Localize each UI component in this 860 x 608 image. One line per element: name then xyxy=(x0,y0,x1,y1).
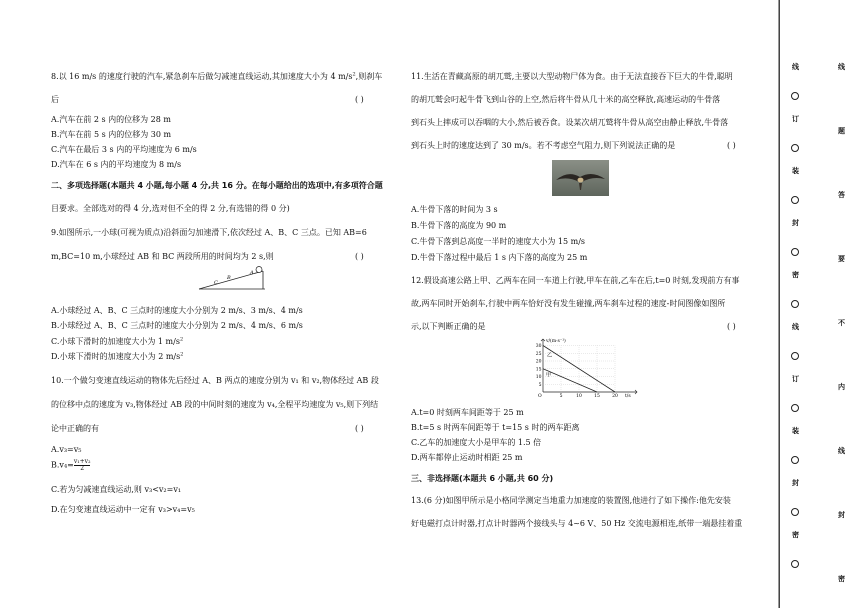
x-tick: 20 xyxy=(612,394,618,398)
q10-answer-paren: ( ) xyxy=(355,424,364,433)
q12-vt-graph xyxy=(529,336,641,398)
vulture-photo xyxy=(552,160,609,196)
point-b-label: B xyxy=(227,275,231,281)
q12-stem-line2: 故,两车同时开始刹车,行驶中两车恰好没有发生碰撞,两车刹车过程的速度-时间图像如图所 xyxy=(411,299,726,308)
q10-option-d: D.在匀变速直线运动中一定有 v₃>v₄=v₅ xyxy=(51,505,195,514)
point-c-label: C xyxy=(214,280,218,286)
q9-option-b: B.小球经过 A、B、C 三点时的速度大小分别为 2 m/s、4 m/s、6 m/s xyxy=(51,321,303,330)
q11-option-b: B.牛骨下落的高度为 90 m xyxy=(411,221,507,230)
q11-option-a: A.牛骨下落的时间为 3 s xyxy=(411,205,498,214)
seal-outer-char: 装 xyxy=(792,167,799,175)
q10-stem-line2: 的位移中点的速度为 v₃,物体经过 AB 段的中间时刻的速度为 v₄,全程平均速度为 v₅,则下列结 xyxy=(51,400,379,409)
section3-heading: 三、非选择题(本题共 6 小题,共 60 分) xyxy=(411,474,554,483)
seal-outer-char: 封 xyxy=(792,219,799,227)
y-tick-labels xyxy=(536,343,542,388)
y-axis-label: v/(m·s⁻¹) xyxy=(546,339,566,344)
seal-hole-icon xyxy=(791,92,799,100)
y-tick: 10 xyxy=(535,375,542,381)
seal-inner-char: 不 xyxy=(838,319,845,327)
q10-option-a: A.v₃=v₅ xyxy=(51,445,82,454)
seal-outer-char: 密 xyxy=(792,531,799,539)
seal-inner-char: 答 xyxy=(838,191,845,199)
q9-option-c: C.小球下滑时的加速度大小为 1 $m/s^2$ xyxy=(51,336,184,346)
series-jia-line xyxy=(543,369,597,392)
q12-option-b: B.t=5 s 时两车间距等于 t=15 s 时的两车距离 xyxy=(411,423,580,432)
seal-outer-char: 订 xyxy=(792,375,799,383)
seal-inner-char: 封 xyxy=(838,511,845,519)
seal-inner-char: 线 xyxy=(838,63,845,71)
y-tick: 20 xyxy=(535,359,542,365)
q9-answer-paren: ( ) xyxy=(355,252,364,261)
q11-stem-line4: 到石头上时的速度达到了 30 m/s。若不考虑空气阻力,则下列说法正确的是 xyxy=(411,141,676,150)
q11-option-c: C.牛骨下落到总高度一半时的速度大小为 15 m/s xyxy=(411,237,586,246)
q8-option-b: B.汽车在前 5 s 内的位移为 30 m xyxy=(51,130,172,139)
q9-incline-figure xyxy=(197,265,269,293)
q11-stem-line1: 11.生活在青藏高原的胡兀鹫,主要以大型动物尸体为食。由于无法直接吞下巨大的牛骨,聪明 xyxy=(411,72,733,81)
x-tick-labels xyxy=(560,393,618,398)
q9-option-d: D.小球下滑时的加速度大小为 2 $m/s^2$ xyxy=(51,351,184,361)
seal-outer-char: 装 xyxy=(792,427,799,435)
section2-heading: 二、多项选择题(本题共 4 小题,每小题 4 分,共 16 分。在每小题给出的选项中,有多项符合题 xyxy=(51,181,383,190)
section2-note: 目要求。全部选对的得 4 分,选对但不全的得 2 分,有选错的得 0 分) xyxy=(51,204,290,213)
q9-option-a: A.小球经过 A、B、C 三点时的速度大小分别为 2 m/s、3 m/s、4 m/s xyxy=(51,306,303,315)
q11-answer-paren: ( ) xyxy=(727,141,736,150)
x-tick: 15 xyxy=(594,394,600,398)
seal-inner-char: 内 xyxy=(838,383,845,391)
y-tick: 5 xyxy=(538,382,542,388)
seal-hole-icon xyxy=(791,508,799,516)
ball xyxy=(256,267,262,273)
seal-outer-char: 线 xyxy=(792,323,799,331)
q13-stem-line1: 13.(6 分)如图甲所示是小格同学测定当地重力加速度的装置图,他进行了如下操作:他先安装 xyxy=(411,496,731,505)
seal-inner-char: 线 xyxy=(838,447,845,455)
point-a-label: A xyxy=(250,270,254,276)
q8-stem-line2: 后 xyxy=(51,95,59,104)
q12-option-a: A.t=0 时刻两车间距等于 25 m xyxy=(411,408,524,417)
q11-stem-line2: 的胡兀鹫会叼起牛骨飞到山谷的上空,然后将牛骨从几十米的高空释放,高速运动的牛骨落 xyxy=(411,95,721,104)
y-tick: 30 xyxy=(535,344,542,350)
seal-inner-char: 密 xyxy=(838,575,845,583)
seal-hole-icon xyxy=(791,196,799,204)
q12-stem-line3: 示,以下判断正确的是 xyxy=(411,322,486,331)
q9-stem-line2: m,BC=10 m,小球经过 AB 和 BC 两段所用的时间均为 2 s,则 xyxy=(51,252,274,261)
seal-outer-char: 封 xyxy=(792,479,799,487)
seal-hole-icon xyxy=(791,300,799,308)
series-yi-label: 乙 xyxy=(547,352,553,359)
q12-answer-paren: ( ) xyxy=(727,322,736,331)
x-tick: 10 xyxy=(576,394,582,398)
seal-hole-icon xyxy=(791,248,799,256)
series-jia-label: 甲 xyxy=(546,372,552,379)
q10-option-c: C.若为匀减速直线运动,则 v₃<v₂=v₁ xyxy=(51,485,182,494)
seal-hole-icon xyxy=(791,456,799,464)
y-tick: 25 xyxy=(535,351,542,357)
seal-strip xyxy=(776,0,860,608)
seal-outer-char: 线 xyxy=(792,63,799,71)
seal-outer-char: 订 xyxy=(792,115,799,123)
seal-hole-icon xyxy=(791,560,799,568)
seal-inner-char: 要 xyxy=(838,255,845,263)
x-tick: 5 xyxy=(559,394,563,398)
q10-stem-line1: 10.一个做匀变速直线运动的物体先后经过 A、B 两点的速度分别为 v₁ 和 v₂,物体经过 AB 段 xyxy=(51,376,379,385)
q10-option-b: B.v₄= $\frac{\text{v₁+v₂}}{2}$ xyxy=(51,458,91,472)
q12-stem-line1: 12.假设高速公路上甲、乙两车在同一车道上行驶,甲车在前,乙车在后,t=0 时刻,发现前方有事 xyxy=(411,276,740,285)
seal-hole-icon xyxy=(791,352,799,360)
q8-option-a: A.汽车在前 2 s 内的位移为 28 m xyxy=(51,115,171,124)
q8-option-d: D.汽车在 6 s 内的平均速度为 8 m/s xyxy=(51,160,182,169)
q8-answer-paren: ( ) xyxy=(355,95,364,104)
q13-stem-line2: 好电磁打点计时器,打点计时器两个接线头与 4~6 V、50 Hz 交流电源相连,纸带一端悬挂着重 xyxy=(411,519,743,528)
seal-hole-icon xyxy=(791,404,799,412)
seal-inner-char: 题 xyxy=(838,127,845,135)
x-axis-label: t/s xyxy=(625,394,631,398)
q11-option-d: D.牛骨下落过程中最后 1 s 内下落的高度为 25 m xyxy=(411,253,588,262)
q11-stem-line3: 到石头上摔成可以吞咽的大小,然后被吞食。设某次胡兀鹫将牛骨从高空由静止释放,牛骨落 xyxy=(411,118,729,127)
seal-outer-char: 密 xyxy=(792,271,799,279)
q8-stem-line1: 8.以 16 m/s 的速度行驶的汽车,紧急刹车后做匀减速直线运动,其加速度大小为 4 $m/s^2$,则刹车 xyxy=(51,71,383,81)
q12-option-c: C.乙车的加速度大小是甲车的 1.5 倍 xyxy=(411,438,542,447)
q8-option-c: C.汽车在最后 3 s 内的平均速度为 6 m/s xyxy=(51,145,197,154)
seal-hole-icon xyxy=(791,144,799,152)
origin-label: O xyxy=(538,394,542,398)
q12-option-d: D.两车都停止运动时相距 25 m xyxy=(411,453,523,462)
q9-stem-line1: 9.如图所示,一小球(可视为质点)沿斜面匀加速滑下,依次经过 A、B、C 三点。已知 AB=6 xyxy=(51,228,367,237)
y-tick: 15 xyxy=(535,367,542,373)
q10-stem-line3: 论中正确的有 xyxy=(51,424,99,433)
